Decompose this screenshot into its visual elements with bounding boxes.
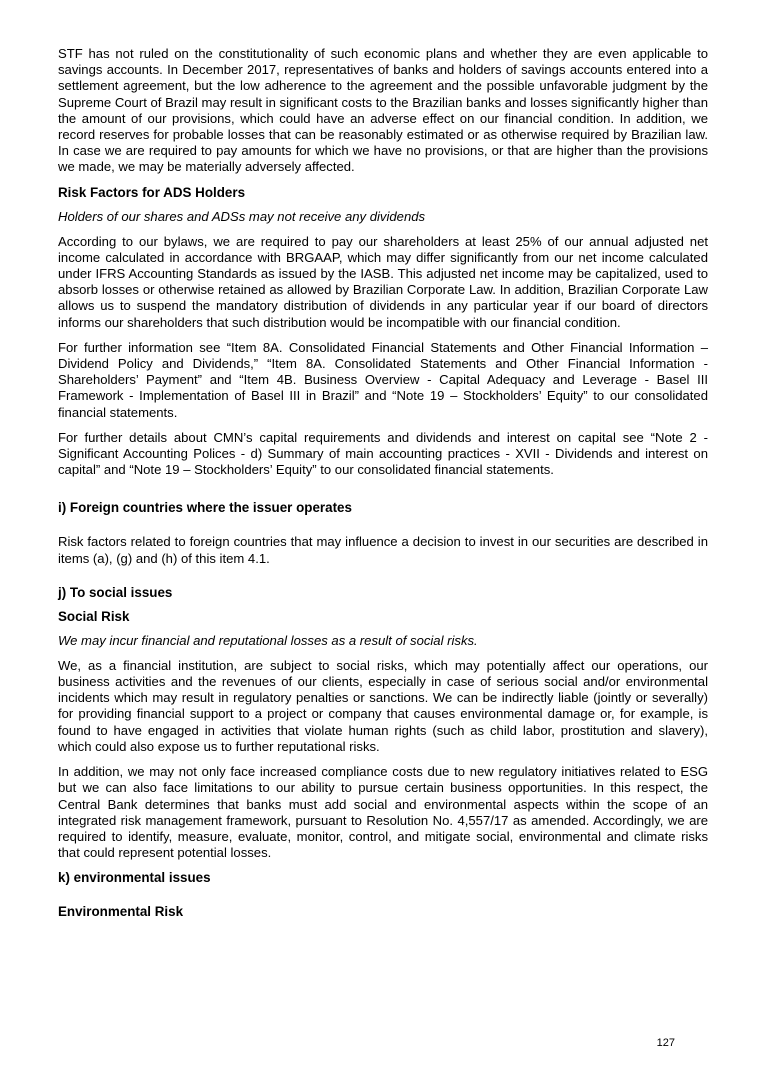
- heading-environmental-issues: k) environmental issues: [58, 870, 211, 886]
- paragraph-esg-compliance: In addition, we may not only face increased compliance costs due to new regulatory initiatives related to ESG but we can also face limitations to our ability to pursue certain business opportunities. In this respect, the Central Bank determines that banks must add social and environmental aspects within the scope of an integrated risk management framework, pursuant to Resolution No. 4,557/17 as amended. Accordingly, we are required to identify, measure, evaluate, monitor, control, and mitigate social, environmental and climate risks that could represent potential losses.: [58, 764, 708, 861]
- heading-foreign-countries: i) Foreign countries where the issuer operates: [58, 500, 352, 516]
- heading-social-issues: j) To social issues: [58, 584, 173, 600]
- document-page: [58, 46, 708, 928]
- page-number: 127: [656, 1037, 675, 1049]
- paragraph-further-information: For further information see “Item 8A. Consolidated Financial Statements and Other Financial Information – Dividend Policy and Dividends,” “Item 8A. Consolidated Statements and Other Financial Information - Shareholders’ Payment” and “Item 4B. Business Overview - Capital Adequacy and Leverage - Basel III Framework - Implementation of Basel III in Brazil” and “Note 19 – Stockholders’ Equity” to our consolidated financial statements.: [58, 339, 708, 420]
- paragraph-stf-savings: STF has not ruled on the constitutionality of such economic plans and whether they are even applicable to savings accounts. In December 2017, representatives of banks and holders of savings accounts entered into a settlement agreement, but the low adherence to the agreement and the possible unfavorable judgment by the Supreme Court of Brazil may result in significant costs to the Brazilian banks and losses significantly higher than the amount of our provisions, which could have an adverse effect on our financial condition. In addition, we record reserves for probable losses that can be reasonably estimated or as otherwise required by Brazilian law. In case we are required to pay amounts for which we have no provisions, or that are higher than the provisions we made, we may be materially adversely affected.: [58, 46, 708, 175]
- paragraph-foreign-risk: Risk factors related to foreign countries that may influence a decision to invest in our securities are described in items (a), (g) and (h) of this item 4.1.: [58, 534, 708, 566]
- heading-ads-risk-factors: Risk Factors for ADS Holders: [58, 184, 246, 200]
- heading-environmental-risk: Environmental Risk: [58, 904, 184, 920]
- paragraph-bylaws-dividends: According to our bylaws, we are required to pay our shareholders at least 25% of our annual adjusted net income calculated in accordance with BRGAAP, which may differ significantly from our net income calculated under IFRS Accounting Standards as issued by the IASB. This adjusted net income may be capitalized, used to absorb losses or otherwise retained as allowed by Brazilian Corporate Law. In addition, Brazilian Corporate Law allows us to suspend the mandatory distribution of dividends in any particular year if our board of directors informs our shareholders that such distribution would be incompatible with our financial condition.: [58, 233, 708, 330]
- subheading-social-losses: We may incur financial and reputational losses as a result of social risks.: [58, 632, 478, 648]
- paragraph-cmn-capital: For further details about CMN’s capital requirements and dividends and interest on capital see “Note 2 - Significant Accounting Polices - d) Summary of main accounting practices - XVII - Dividends and interest on capital” and “Note 19 – Stockholders’ Equity” to our consolidated financial statements.: [58, 429, 708, 478]
- heading-social-risk: Social Risk: [58, 608, 130, 624]
- subheading-dividends: Holders of our shares and ADSs may not receive any dividends: [58, 208, 426, 224]
- paragraph-social-risks: We, as a financial institution, are subject to social risks, which may potentially affect our operations, our business activities and the revenues of our clients, especially in case of serious social and/or environmental incidents which may result in regulatory penalties or sanctions. We can be indirectly liable (jointly or severally) for providing financial support to a project or company that causes environmental damage or, for example, is found to have engaged in activities that violate human rights (such as child labor, prostitution and slavery), which could also expose us to further reputational risks.: [58, 657, 708, 754]
